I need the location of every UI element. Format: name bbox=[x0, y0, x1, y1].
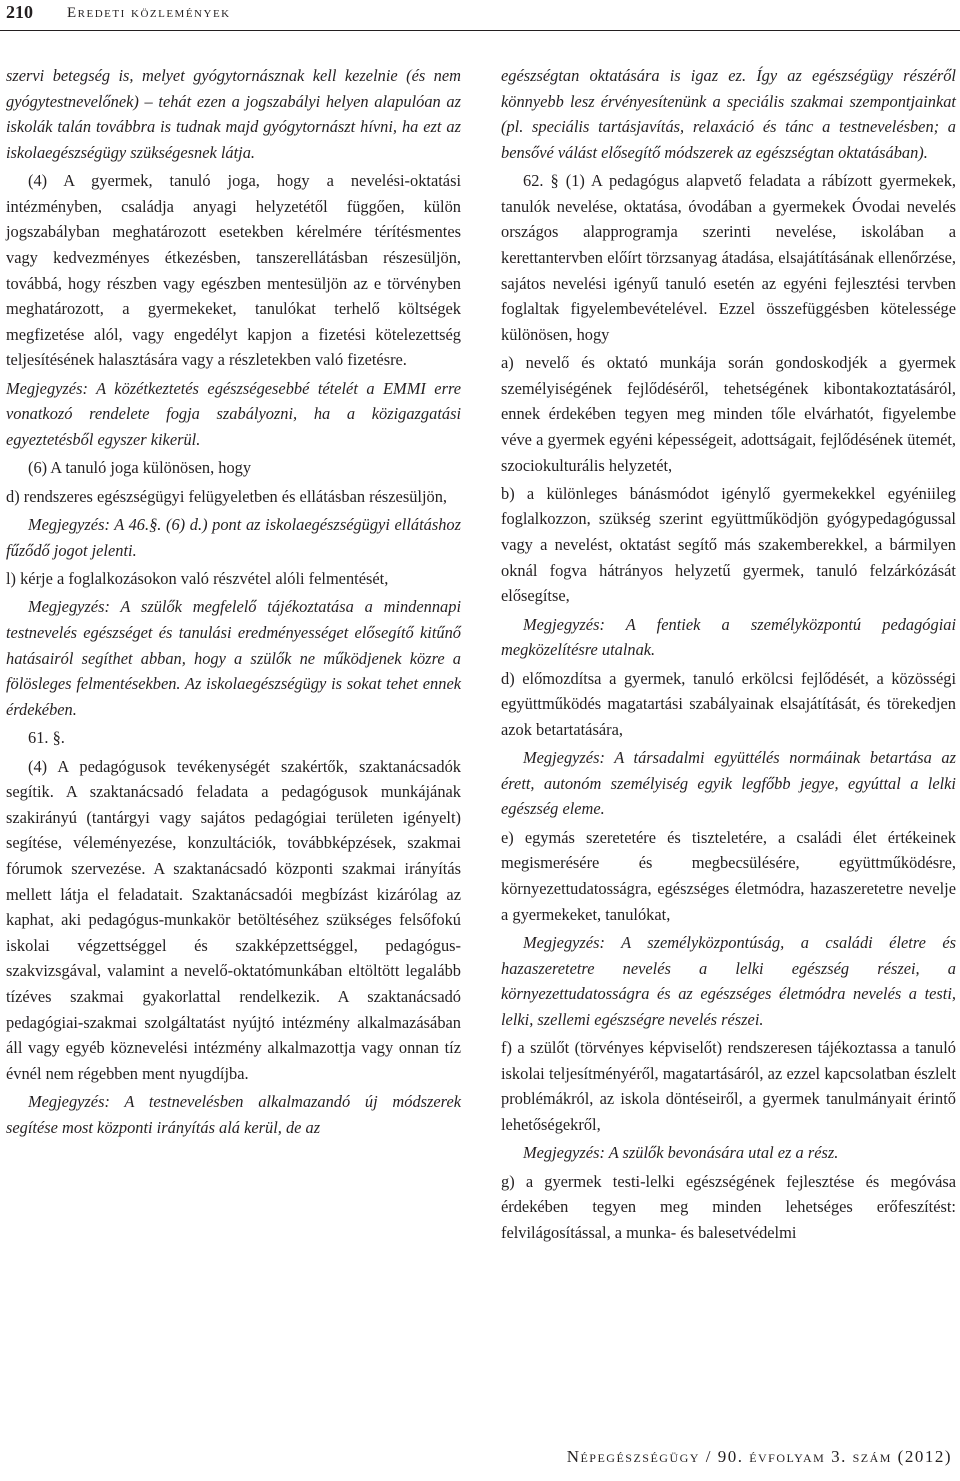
note-paragraph: Megjegyzés: A társadalmi együttélés normáinak betartása az érett, autonóm személyiség egyik legfőbb jegye, egyúttal a lelki egészség eleme. bbox=[501, 748, 956, 819]
paragraph: (4) A pedagógusok tevékenységét szakértők, szaktanácsadók segítik. A szaktanácsadó feladata a pedagógusok munkájának szakirányú (tantárgyi vagy sajátos pedagógiai területen igényelt) segítése, véleményezése, konzultációk, továbbképzések, szakmai fórumok szervezése. A szaktanácsadó központi szakmai irányítás mellett látja el feladatait. Szaktanácsadói megbízást kizárólag az kaphat, aki pedagógus-munkakör betöltéséhez szükséges felsőfokú iskolai végzettséggel és szakképzettséggel, pedagógus-szakvizsgával, valamint a nevelő-oktatómunkában eltöltött legalább tízéves szakmai gyakorlattal rendelkezik. A szaktanácsadó pedagógiai-szakmai szolgáltatást nyújtó intézmény alkalmazásában áll vagy egyéb köznevelési intézmény alkalmazottja vagy onnan tíz évnél nem régebben ment nyugdíjba. bbox=[6, 756, 461, 1083]
paragraph: d) rendszeres egészségügyi felügyeletben és ellátásban részesüljön, bbox=[6, 486, 448, 506]
paragraph: f) a szülőt (törvényes képviselőt) rendszeresen tájékoztassa a tanuló iskolai teljesítményéről, magatartásáról, az ezzel kapcsolatban észlelt problémákról, az iskola döntéseiről, a gyermek tanulmányait érintő lehetőségekről, bbox=[501, 1038, 956, 1134]
note-paragraph: Megjegyzés: A szülők bevonására utal ez a rész. bbox=[523, 1143, 839, 1163]
note-paragraph: Megjegyzés: A testnevelésben alkalmazandó új módszerek segítése most központi irányítás alá kerül, de az bbox=[6, 1092, 461, 1137]
note-paragraph: Megjegyzés: A fentiek a személyközpontú pedagógiai megközelítésre utalnak. bbox=[501, 614, 956, 660]
section-heading: 61. §. bbox=[28, 728, 65, 748]
note-paragraph: Megjegyzés: A 46.§. (6) d.) pont az iskolaegészségügyi ellátáshoz fűződő jogot jelenti. bbox=[6, 515, 461, 560]
paragraph: szervi betegség is, melyet gyógytornásznak kell kezelnie (és nem gyógytestnevelőnek) – tehát ezen a jogszabályi helyen alapulóan az iskolák talán továbbra is tudnak majd gyógytornászt hívni, ha ezt az iskolaegészségügy szükségesnek látja. bbox=[6, 66, 461, 162]
page-number: 210 bbox=[6, 2, 33, 22]
paragraph: 62. § (1) A pedagógus alapvető feladata a rábízott gyermekek, tanulók nevelése, oktatása, óvodában a gyermekek Óvodai nevelés országos alapprogramja szerinti nevelése, iskolában a kerettantervben előírt törzsanyag átadása, elsajátításának ellenőrzése, sajátos nevelési igényű tanuló esetén az egyéni fejlesztési tervben foglaltak figyelembevételével. Ezzel összefüggésben kötelessége különösen, hogy bbox=[501, 171, 956, 344]
paragraph: g) a gyermek testi-lelki egészségének fejlesztése és megóvása érdekében tegyen meg minden lehetséges erőfeszítést: felvilágosítással, a munka- és balesetvédelmi bbox=[501, 1171, 956, 1242]
paragraph: (6) A tanuló joga különösen, hogy bbox=[28, 458, 252, 478]
paragraph: (4) A gyermek, tanuló joga, hogy a nevelési-oktatási intézményben, családja anyagi helyzetétől függően, külön jogszabályban meghatározott esetekben kérelmére térítésmentes vagy kedvezményes étkezésben, tanszerellátásban részesüljön, továbbá, hogy részben vagy egészben mentesüljön az e törvényben meghatározott, a gyermekeket, tanulókat terhelő költségek megfizetése alól, vagy engedélyt kapjon a fizetési kötelezettség teljesítésének halasztására vagy a részletekben való fizetésre. bbox=[6, 171, 461, 370]
left-column bbox=[6, 63, 461, 1143]
paragraph: b) a különleges bánásmódot igénylő gyermekekkel egyéniileg foglalkozzon, szükség szerint együttműködjön gyógypedagógussal vagy a nevelést, oktatást segítő más szakemberekkel, a bármilyen oknál fogva hátrányos helyzetű gyermek, tanuló felzárkózását elősegítse, bbox=[501, 483, 956, 606]
note-paragraph: Megjegyzés: A közétkeztetés egészségesebbé tételét a EMMI erre vonatkozó rendelete fogja szabályozni, ha a közigazgatási egyeztetésből egyszer kikerül. bbox=[6, 378, 461, 449]
paragraph: e) egymás szeretetére és tiszteletére, a családi élet értékeinek megismerésére és megbecsülésére, együttműködésre, környezettudatosságra, egészséges életmódra, hazaszeretetre nevelje a gyermekeket, tanulókat, bbox=[501, 827, 956, 924]
note-paragraph: Megjegyzés: A szülők megfelelő tájékoztatása a mindennapi testnevelés egészséget és tanulási eredményességet elősegítő kitűnő hatásairól segíthet abban, hogy a szülők ne működjenek közre a fölösleges felmentésekben. Az iskolaegészségügy is sokat tehet ennek érdekében. bbox=[6, 597, 461, 719]
paragraph: a) nevelő és oktató munkája során gondoskodjék a gyermek személyiségének fejlődéséről, tehetségének kibontakoztatásáról, ennek érdekében tegyen meg minden tőle elvárhatót, figyelembe véve a gyermek egyéni képességeit, adottságait, fejlődésének ütemét, szociokulturális helyzetét, bbox=[501, 353, 956, 475]
header-rule bbox=[0, 30, 960, 31]
section-title: Eredeti közlemények bbox=[67, 5, 231, 21]
note-paragraph: Megjegyzés: A személyközpontúság, a családi életre és hazaszeretetre nevelés a lelki egészség részei, a környezettudatosságra és az egészséges életmódra nevelés a testi, lelki, szellemi egészségre nevelés részei. bbox=[501, 932, 956, 1029]
paragraph: d) előmozdítsa a gyermek, tanuló erkölcsi fejlődését, a közösségi együttműködés magatartási szabályainak elsajátítását, és törekedjen azok betartatására, bbox=[501, 668, 956, 739]
paragraph: l) kérje a foglalkozásokon való részvétel alóli felmentését, bbox=[6, 569, 389, 589]
note-paragraph: egészségtan oktatására is igaz ez. Így az egészségügy részéről könnyebb lesz érvényesítenünk a speciális szakmai szempontjainkat (pl. speciális tartásjavítás, relaxáció és tánc a testnevelésben; a bensővé válást elősegítő módszerek az egészségtan oktatásában). bbox=[501, 66, 956, 162]
journal-footer: Népegészségügy / 90. évfolyam 3. szám (2012) bbox=[566, 1447, 952, 1466]
running-header bbox=[0, 0, 960, 30]
right-column bbox=[501, 63, 956, 1248]
